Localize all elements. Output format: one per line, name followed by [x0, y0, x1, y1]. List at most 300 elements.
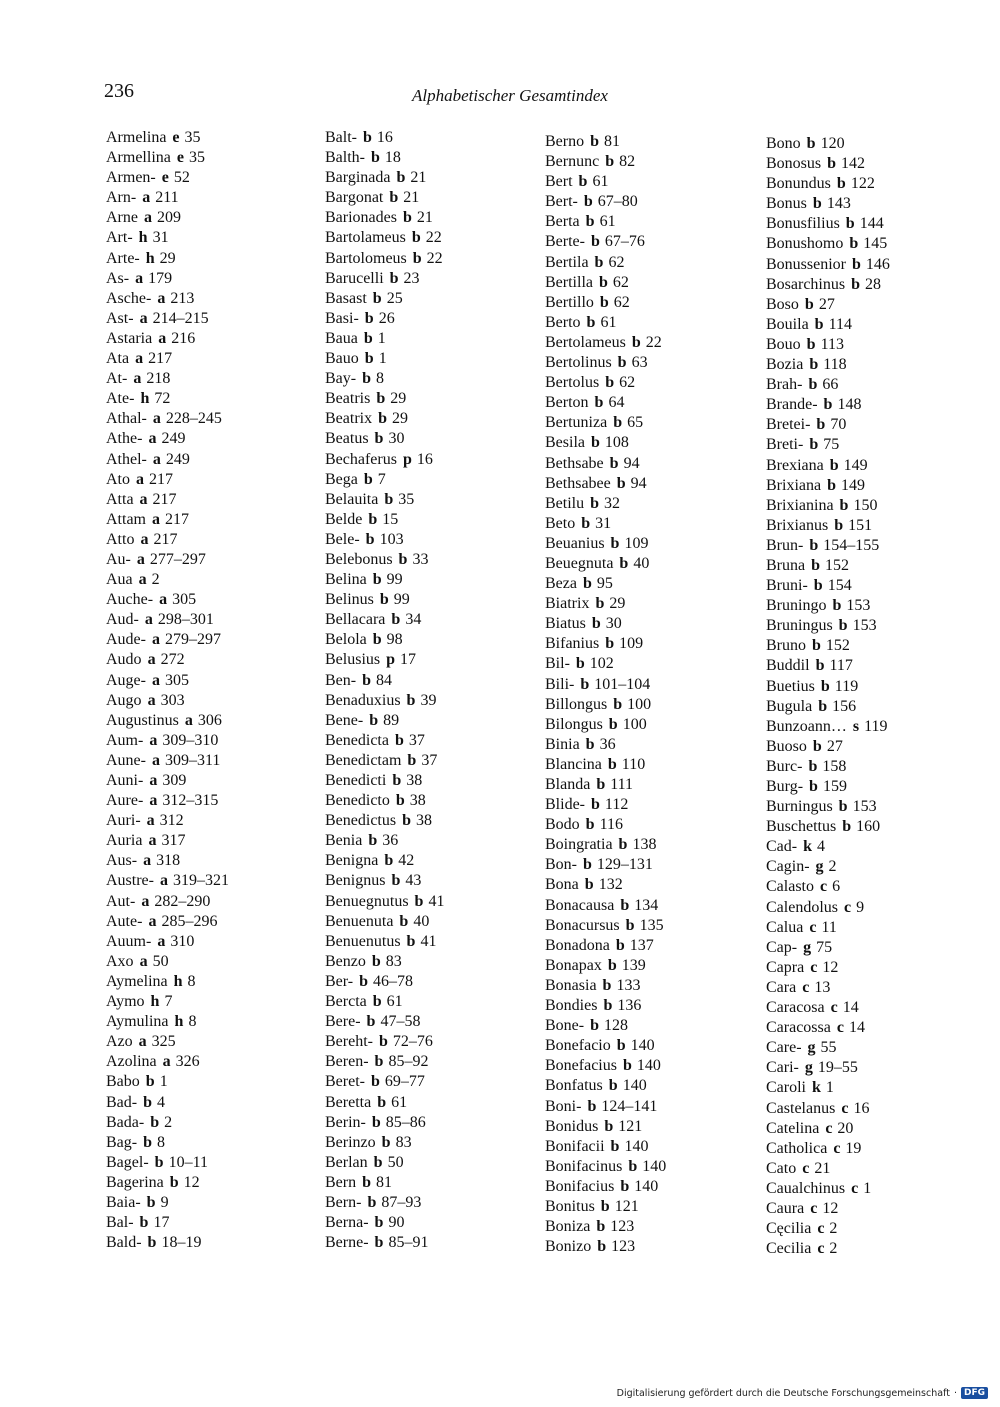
entry-number: 1 [863, 1179, 872, 1197]
entry-section-letter: a [138, 571, 147, 589]
entry-number: 10–11 [168, 1153, 208, 1171]
entry-section-letter: b [845, 215, 855, 233]
entry-name: Art- [106, 229, 133, 247]
entry-reference [590, 495, 620, 512]
entry-section-letter: b [368, 832, 378, 850]
entry-section-letter: b [581, 514, 591, 532]
index-entry [325, 570, 545, 590]
index-entry [106, 188, 326, 208]
entry-reference [175, 1013, 197, 1030]
entry-number: 43 [405, 872, 422, 890]
entry-section-letter: p [386, 651, 396, 669]
entry-section-letter: h [138, 229, 148, 247]
entry-section-letter: b [379, 591, 389, 609]
entry-section-letter: b [578, 173, 588, 191]
entry-section-letter: a [139, 490, 148, 508]
entry-section-letter: b [827, 155, 837, 173]
entry-name: Asche- [106, 289, 152, 307]
entry-name: Bonacursus [545, 916, 620, 934]
entry-reference [803, 939, 832, 956]
entry-section-letter: p [402, 450, 412, 468]
entry-number: 40 [413, 912, 430, 930]
index-entry [545, 634, 765, 654]
entry-number: 149 [843, 456, 868, 474]
entry-section-letter: c [833, 1139, 841, 1157]
entry-reference [157, 290, 194, 307]
entry-name: Cad- [766, 838, 798, 856]
index-entry [106, 369, 326, 389]
entry-name: Capra [766, 958, 805, 976]
entry-number: 38 [409, 792, 426, 810]
entry-name: Bern [325, 1173, 357, 1191]
entry-name: Armelina [106, 129, 167, 146]
entry-number: 82 [619, 153, 636, 171]
entry-number: 13 [814, 978, 831, 996]
entry-name: Benedictus [325, 812, 397, 830]
entry-section-letter: b [842, 818, 852, 836]
entry-name: Buoso [766, 737, 807, 755]
entry-name: Beretta [325, 1093, 372, 1111]
entry-number: 153 [846, 597, 871, 615]
index-entry [325, 429, 545, 449]
entry-number: 31 [595, 514, 612, 532]
entry-reference [149, 792, 218, 809]
entry-reference [613, 696, 651, 713]
entry-reference [579, 173, 609, 190]
entry-name: Axo [106, 952, 134, 970]
entry-name: Benuenutus [325, 932, 401, 950]
entry-name: Bagerina [106, 1173, 164, 1191]
index-entry [545, 1076, 765, 1096]
entry-reference [590, 1017, 628, 1034]
entry-name: Berna- [325, 1214, 369, 1232]
entry-number: 309–310 [162, 731, 219, 749]
entry-number: 50 [387, 1153, 404, 1171]
index-entry [325, 691, 545, 711]
entry-number: 47–58 [380, 1013, 421, 1031]
entry-name: Bonadona [545, 936, 610, 954]
entry-section-letter: b [628, 1157, 638, 1175]
index-entry [325, 128, 545, 148]
entry-number: 29 [392, 410, 408, 428]
index-column-3 [545, 132, 765, 1257]
entry-name: Atta [106, 490, 134, 508]
entry-section-letter: b [371, 1113, 381, 1131]
entry-section-letter: b [389, 269, 399, 287]
entry-number: 249 [161, 430, 186, 448]
entry-section-letter: b [839, 496, 849, 514]
entry-name: Basast [325, 289, 367, 307]
entry-number: 109 [619, 635, 644, 653]
entry-section-letter: b [815, 657, 825, 675]
entry-section-letter: b [610, 534, 620, 552]
entry-reference [816, 657, 853, 674]
entry-number: 81 [376, 1173, 393, 1191]
entry-name: Bay- [325, 370, 357, 388]
entry-number: 21 [410, 169, 427, 187]
entry-number: 61 [600, 313, 617, 331]
entry-reference [807, 135, 845, 152]
entry-number: 29 [390, 390, 407, 408]
entry-reference [626, 917, 664, 934]
entry-section-letter: a [139, 952, 148, 970]
entry-name: Boni- [545, 1097, 582, 1115]
entry-number: 9 [856, 898, 865, 916]
index-entry [545, 755, 765, 775]
entry-section-letter: b [616, 474, 626, 492]
entry-reference [153, 410, 222, 427]
entry-section-letter: b [590, 1017, 600, 1035]
entry-number: 31 [152, 229, 169, 247]
entry-section-letter: b [412, 249, 422, 267]
dfg-logo: DFG [961, 1387, 988, 1399]
entry-reference [810, 959, 838, 976]
entry-name: Bodo [545, 816, 580, 834]
entry-name: Bonundus [766, 175, 831, 193]
entry-number: 38 [416, 812, 432, 830]
entry-name: Brixianus [766, 516, 829, 534]
entry-reference [143, 852, 180, 869]
entry-section-letter: a [139, 309, 148, 327]
entry-section-letter: b [608, 715, 618, 733]
entry-section-letter: b [371, 149, 380, 167]
entry-number: 12 [183, 1173, 200, 1191]
entry-reference [142, 189, 178, 206]
index-entry [766, 777, 986, 797]
entry-number: 7 [164, 993, 173, 1011]
entry-name: Bifanius [545, 635, 600, 653]
entry-section-letter: a [142, 189, 151, 207]
entry-number: 134 [634, 896, 659, 914]
entry-name: Bagel- [106, 1153, 149, 1171]
entry-name: Belde [325, 510, 363, 528]
entry-name: Augustinus [106, 711, 179, 729]
entry-section-letter: b [610, 1137, 620, 1155]
index-entry [106, 389, 326, 409]
entry-section-letter: b [834, 516, 844, 534]
entry-name: Belusius [325, 651, 381, 669]
entry-section-letter: b [631, 333, 641, 351]
entry-section-letter: b [816, 416, 826, 434]
entry-section-letter: b [582, 575, 592, 593]
entry-section-letter: b [609, 454, 619, 472]
entry-number: 128 [604, 1017, 629, 1035]
entry-name: Bonosus [766, 155, 822, 173]
entry-reference [362, 1174, 392, 1191]
index-entry [325, 168, 545, 188]
entry-name: Astaria [106, 329, 153, 347]
index-entry [106, 329, 326, 349]
entry-name: Bonidus [545, 1117, 599, 1135]
index-entry [325, 1012, 545, 1032]
entry-reference [185, 712, 222, 729]
entry-section-letter: b [402, 209, 412, 227]
entry-reference [371, 149, 401, 166]
index-entry [545, 835, 765, 855]
entry-name: Benuenuta [325, 912, 394, 930]
entry-reference [399, 551, 429, 568]
entry-name: Balt- [325, 129, 357, 146]
entry-number: 228–245 [165, 410, 222, 428]
entry-reference [371, 1073, 425, 1090]
index-entry [545, 574, 765, 594]
entry-section-letter: b [146, 1193, 156, 1211]
entry-name: Ate- [106, 390, 135, 408]
entry-number: 50 [152, 952, 169, 970]
entry-name: Bugula [766, 697, 813, 715]
entry-number: 81 [604, 133, 621, 150]
entry-number: 325 [151, 1033, 176, 1051]
entry-section-letter: b [590, 133, 600, 150]
entry-reference [812, 1079, 834, 1096]
index-entry [545, 1137, 765, 1157]
entry-section-letter: b [370, 1073, 380, 1091]
index-entry [766, 656, 986, 676]
index-entry [325, 1153, 545, 1173]
index-entry [766, 898, 986, 918]
entry-reference [367, 1013, 421, 1030]
entry-section-letter: b [851, 275, 861, 293]
index-entry [766, 1159, 986, 1179]
index-entry [106, 470, 326, 490]
index-entry [325, 289, 545, 309]
entry-number: 218 [146, 370, 171, 388]
entry-number: 108 [604, 434, 629, 452]
entry-name: Barionades [325, 209, 397, 227]
entry-name: Bilongus [545, 715, 603, 733]
entry-reference [384, 491, 414, 508]
entry-number: 217 [152, 490, 177, 508]
entry-number: 15 [382, 510, 399, 528]
entry-number: 146 [865, 255, 890, 273]
index-entry [325, 851, 545, 871]
index-entry [106, 490, 326, 510]
entry-number: 18 [384, 149, 401, 167]
entry-section-letter: a [158, 329, 167, 347]
entry-name: Biatrix [545, 595, 590, 613]
entry-name: Care- [766, 1039, 802, 1057]
entry-section-letter: b [169, 1173, 179, 1191]
entry-reference [152, 752, 220, 769]
entry-number: 123 [610, 1218, 635, 1236]
index-entry [545, 1217, 765, 1237]
entry-name: Bereht- [325, 1033, 373, 1051]
entry-reference [148, 651, 185, 668]
entry-reference [820, 878, 840, 895]
entry-section-letter: b [585, 735, 595, 753]
entry-reference [373, 631, 403, 648]
entry-reference [152, 631, 221, 648]
index-entry [325, 932, 545, 952]
entry-number: 94 [630, 474, 647, 492]
entry-section-letter: b [608, 1077, 618, 1095]
entry-reference [147, 1194, 169, 1211]
index-entry [545, 594, 765, 614]
entry-reference [591, 796, 628, 813]
entry-reference [372, 953, 402, 970]
entry-name: Attam [106, 510, 146, 528]
entry-name: Basi- [325, 309, 359, 327]
entry-name: Athe- [106, 430, 143, 448]
index-entry [766, 194, 986, 214]
entry-reference [603, 997, 641, 1014]
entry-section-letter: b [594, 253, 604, 271]
entry-number: 36 [599, 735, 616, 753]
entry-reference [375, 1214, 405, 1231]
index-entry [766, 938, 986, 958]
entry-name: Berte- [545, 233, 585, 251]
entry-reference [609, 1077, 647, 1094]
entry-section-letter: b [849, 235, 859, 253]
entry-section-letter: b [389, 189, 399, 207]
entry-section-letter: h [174, 1013, 184, 1031]
index-entry [766, 697, 986, 717]
entry-name: Beret- [325, 1073, 365, 1091]
entry-number: 2 [829, 1220, 838, 1238]
index-entry [766, 536, 986, 556]
entry-reference [364, 330, 386, 347]
entry-section-letter: b [378, 1033, 388, 1051]
index-entry [325, 208, 545, 228]
entry-number: 123 [611, 1238, 636, 1256]
entry-number: 8 [187, 972, 196, 990]
entry-section-letter: s [852, 717, 860, 735]
entry-name: Bal- [106, 1214, 134, 1232]
entry-name: Bertolus [545, 374, 600, 392]
index-entry [545, 172, 765, 192]
index-entry [766, 174, 986, 194]
entry-number: 36 [382, 832, 399, 850]
entry-section-letter: b [147, 1234, 157, 1252]
entry-reference [821, 678, 858, 695]
entry-reference [392, 772, 422, 789]
entry-name: Beatrix [325, 410, 373, 428]
entry-section-letter: b [812, 637, 821, 655]
index-entry [325, 550, 545, 570]
entry-reference [152, 511, 189, 528]
index-entry [545, 313, 765, 333]
entry-section-letter: b [591, 434, 600, 452]
entry-reference [839, 798, 877, 815]
entry-name: Bad- [106, 1093, 138, 1111]
entry-name: Auri- [106, 812, 141, 830]
entry-reference [148, 913, 217, 930]
index-entry [325, 831, 545, 851]
index-entry [106, 269, 326, 289]
entry-name: Aut- [106, 892, 136, 910]
index-entry [106, 570, 326, 590]
entry-reference [148, 692, 185, 709]
entry-reference [853, 718, 888, 735]
index-entry [545, 775, 765, 795]
entry-section-letter: g [803, 938, 812, 956]
entry-section-letter: e [161, 169, 169, 187]
entry-reference [620, 897, 658, 914]
entry-reference [386, 651, 416, 668]
entry-reference [362, 672, 392, 689]
index-entry [545, 735, 765, 755]
entry-number: 119 [864, 717, 888, 735]
entry-number: 62 [608, 253, 625, 271]
entry-reference [803, 838, 825, 855]
entry-section-letter: k [812, 1079, 821, 1097]
entry-reference [395, 732, 425, 749]
entry-section-letter: g [807, 1039, 816, 1057]
index-entry [545, 474, 765, 494]
entry-number: 33 [412, 550, 429, 568]
index-entry [766, 717, 986, 737]
entry-number: 21 [403, 189, 420, 207]
entry-name: Aude- [106, 631, 146, 649]
index-entry [325, 751, 545, 771]
entry-name: Calua [766, 918, 804, 936]
entry-name: Brande- [766, 396, 818, 414]
index-entry [325, 731, 545, 751]
entry-reference [846, 215, 884, 232]
entry-section-letter: b [616, 1037, 626, 1055]
index-entry [766, 817, 986, 837]
entry-reference [140, 390, 170, 407]
entry-number: 34 [405, 611, 422, 629]
entry-reference [174, 973, 196, 990]
entry-reference [849, 235, 887, 252]
entry-name: Arte- [106, 249, 140, 267]
entry-reference [605, 153, 635, 170]
entry-section-letter: b [591, 796, 600, 814]
index-entry [106, 912, 326, 932]
entry-number: 306 [197, 711, 222, 729]
entry-number: 14 [842, 999, 859, 1017]
entry-name: Auche- [106, 591, 154, 609]
index-entry [106, 349, 326, 369]
entry-name: Cato [766, 1159, 797, 1177]
entry-section-letter: b [359, 972, 369, 990]
entry-reference [619, 555, 649, 572]
entry-name: Barucelli [325, 269, 384, 287]
entry-number: 279–297 [164, 631, 221, 649]
entry-number: 41 [428, 892, 445, 910]
index-entry [766, 234, 986, 254]
index-entry [545, 855, 765, 875]
index-entry [766, 375, 986, 395]
entry-name: Bruno [766, 637, 806, 655]
entry-section-letter: b [838, 617, 848, 635]
entry-name: Bruningo [766, 597, 827, 615]
index-entry [766, 857, 986, 877]
index-entry [545, 815, 765, 835]
entry-reference [159, 591, 196, 608]
entry-section-letter: b [591, 615, 601, 633]
entry-reference [620, 1178, 658, 1195]
entry-section-letter: b [377, 1093, 387, 1111]
index-entry [766, 978, 986, 998]
index-entry [766, 214, 986, 234]
entry-name: Aymulina [106, 1013, 169, 1031]
entry-name: Bosarchinus [766, 275, 846, 293]
entry-section-letter: a [147, 691, 156, 709]
index-entry [106, 650, 326, 670]
entry-reference [151, 993, 173, 1010]
index-entry [545, 534, 765, 554]
entry-name: Berta [545, 213, 580, 231]
entry-number: 142 [841, 155, 866, 173]
entry-number: 4 [817, 838, 826, 856]
entry-reference [412, 229, 442, 246]
entry-name: Bellacara [325, 611, 386, 629]
index-entry [545, 795, 765, 815]
entry-section-letter: b [622, 1057, 632, 1075]
entry-name: Brexiana [766, 456, 824, 474]
